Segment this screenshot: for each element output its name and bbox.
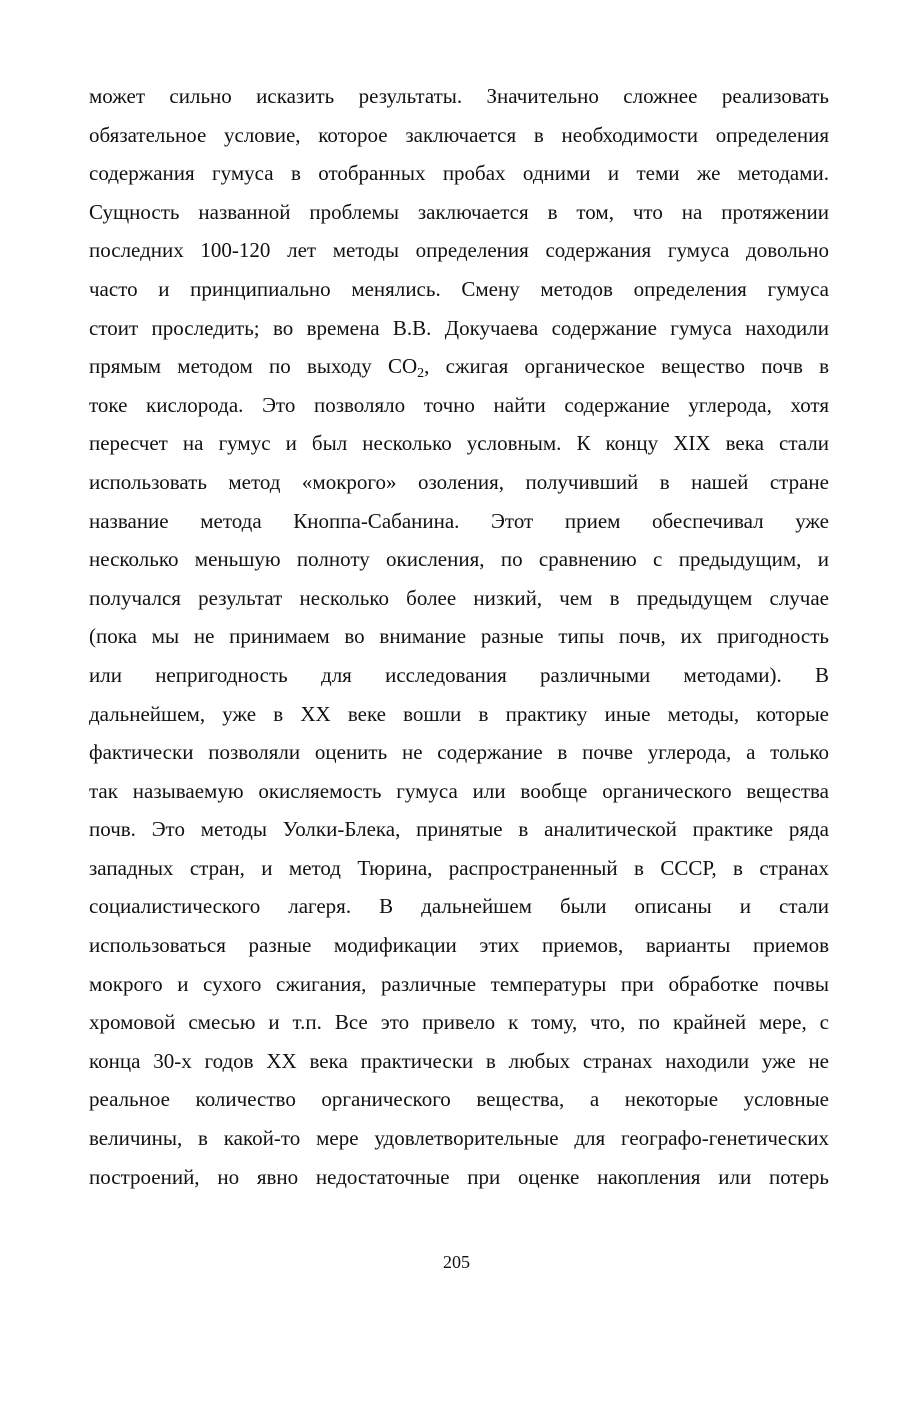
text-line-19: так называемую окисляемость гумуса или вообще органического вещества [89,778,829,803]
text-line-17: дальнейшем, уже в XX веке вошли в практику иные методы, которые [89,701,829,726]
subscript-2: 2 [417,366,425,382]
text-line-25: хромовой смесью и т.п. Все это привело к тому, что, по крайней мере, с [89,1010,829,1035]
text-line-20: почв. Это методы Уолки-Блека, принятые в аналитической практике ряда [89,817,829,842]
text-line-15: (пока мы не принимаем во внимание разные типы почв, их пригодность [89,624,829,649]
text-body [89,77,829,1196]
text-line-12: название метода Кноппа-Сабанина. Этот прием обеспечивал уже [89,508,829,533]
text-line-3: содержания гумуса в отобранных пробах одними и теми же методами. [89,161,829,186]
text-line-22: социалистического лагеря. В дальнейшем были описаны и стали [89,894,829,919]
text-line-9: токе кислорода. Это позволяло точно найти содержание углерода, хотя [89,392,829,417]
text-line-21: западных стран, и метод Тюрина, распространенный в СССР, в странах [89,855,829,880]
text-line-5: последних 100-120 лет методы определения содержания гумуса довольно [89,238,829,263]
text-line-13: несколько меньшую полноту окисления, по сравнению с предыдущим, и [89,547,829,572]
text-line-27: реальное количество органического вещества, а некоторые условные [89,1087,829,1112]
text-line-29: построений, но явно недостаточные при оценке накопления или потерь [89,1164,829,1189]
text-line-6: часто и принципиально менялись. Смену методов определения гумуса [89,276,829,301]
text-line-4: Сущность названной проблемы заключается в том, что на протяжении [89,199,829,224]
text-line-1: может сильно исказить результаты. Значительно сложнее реализовать [89,84,829,108]
text-line-28: величины, в какой-то мере удовлетворительные для географо-генетических [89,1126,829,1151]
text-line-18: фактически позволяли оценить не содержание в почве углерода, а только [89,740,829,765]
text-line-23: использоваться разные модификации этих приемов, варианты приемов [89,933,829,958]
text-line-14: получался результат несколько более низкий, чем в предыдущем случае [89,585,829,610]
text-line-8: прямым методом по выходу $СО_2$, сжигая органическое вещество почв в [89,354,829,382]
text-line-7: стоит проследить; во времена В.В. Докучаева содержание гумуса находили [89,315,829,340]
text-line-2: обязательное условие, которое заключается в необходимости определения [89,122,829,147]
text-line-26: конца 30-х годов XX века практически в любых странах находили уже не [89,1048,829,1073]
text-line-16: или непригодность для исследования различными методами). В [89,662,829,687]
text-line-11: использовать метод «мокрого» озоления, получивший в нашей стране [89,469,829,494]
text-line-24: мокрого и сухого сжигания, различные температуры при обработке почвы [89,971,829,996]
text-line-10: пересчет на гумус и был несколько условным. К концу XIX века стали [89,431,829,456]
page-number: 205 [443,1252,470,1272]
